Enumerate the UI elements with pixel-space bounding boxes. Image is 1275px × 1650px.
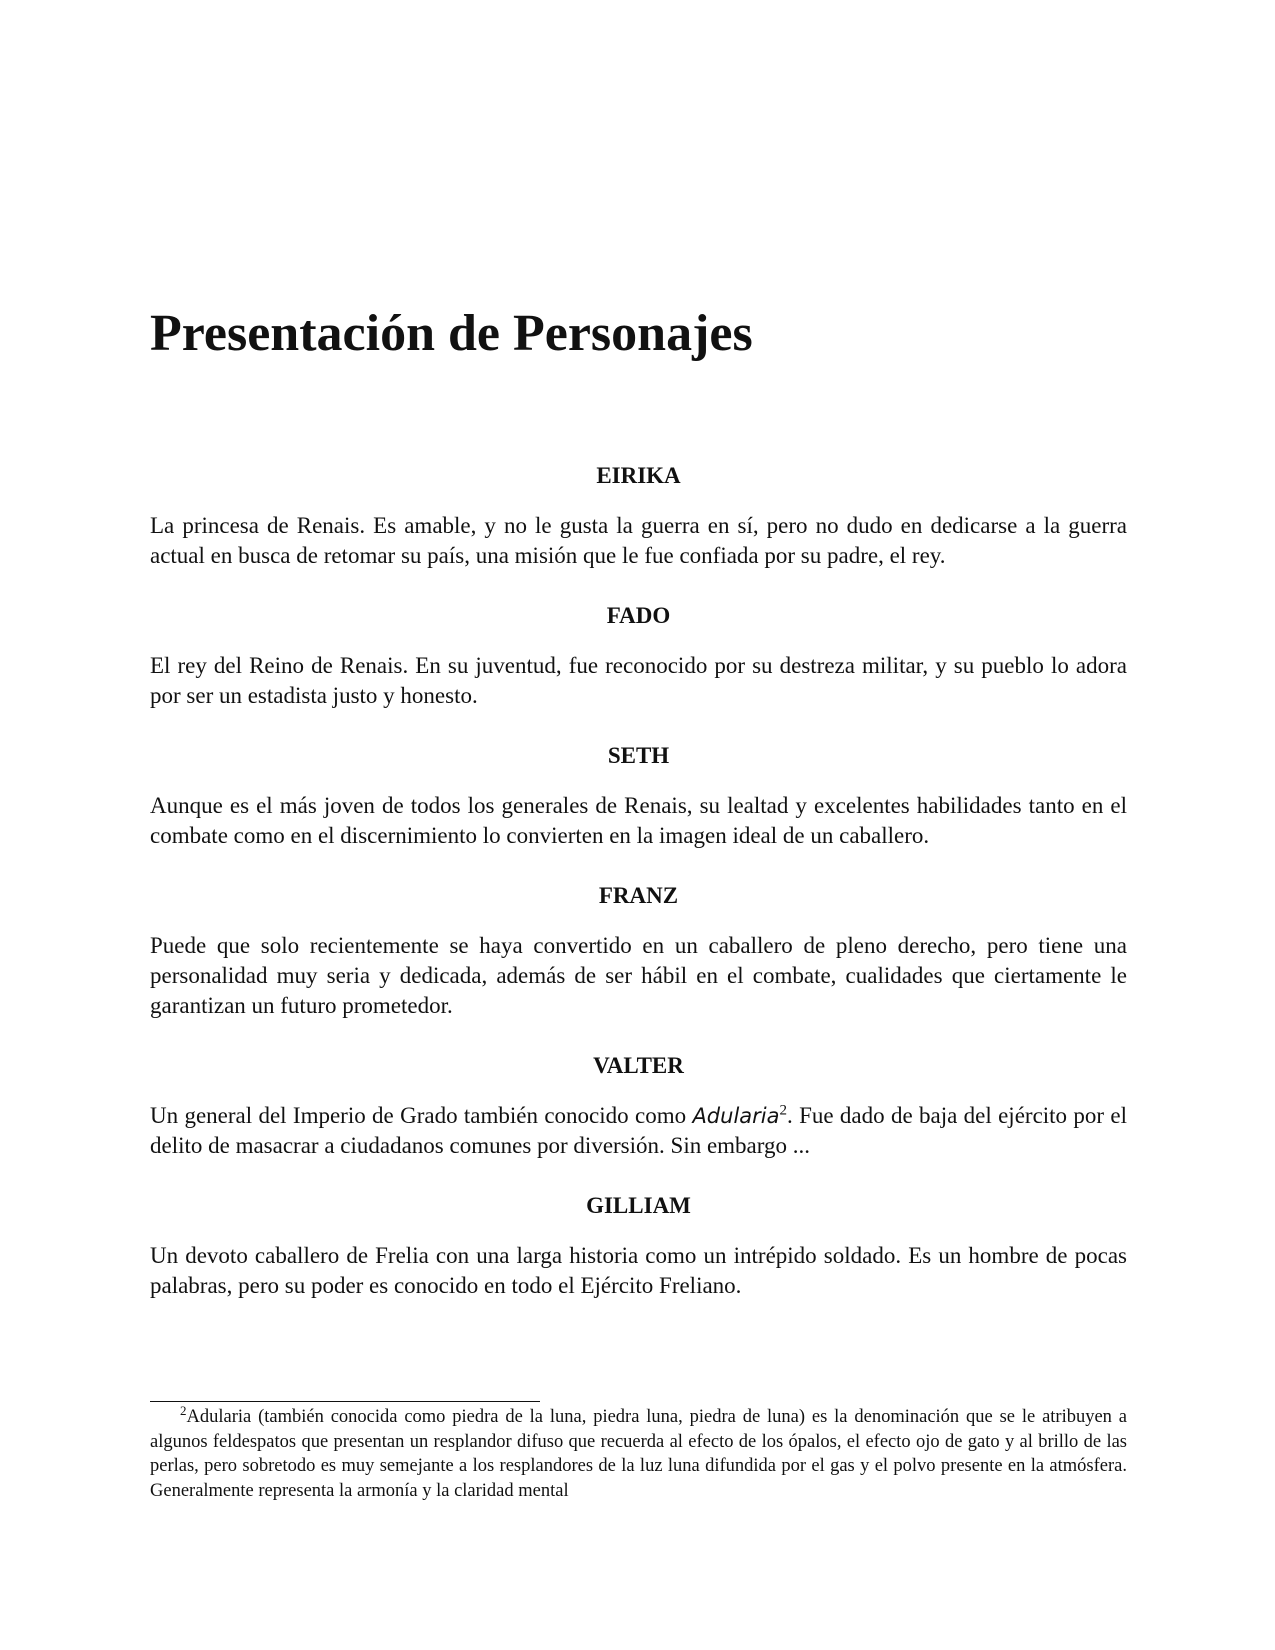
document-page	[150, 0, 1127, 1650]
footnote-reference: 2	[779, 1102, 787, 1119]
character-description: Puede que solo recientemente se haya convertido en un caballero de pleno derecho, pero tiene una personalidad muy seria y dedicada, además de ser hábil en el combate, cualidades que ciertamente le garantizan un futuro prometedor.	[150, 933, 1127, 1018]
description-text: Un general del Imperio de Grado también conocido como	[150, 1103, 693, 1128]
character-name: VALTER	[593, 1053, 684, 1078]
footnote-divider	[150, 1401, 540, 1402]
footnote-text: Adularia (también conocida como piedra de la luna, piedra luna, piedra de luna) es la denominación que se le atribuyen a algunos feldespatos que presentan un resplandor difuso que recuerda al efecto de los ópalos, el efecto ojo de gato y al brillo de las perlas, pero sobretodo es muy semejante a los resplandores de la luz luna difundida por el gas y el polvo presente en la atmósfera. Generalmente representa la armonía y la claridad mental	[150, 1407, 1127, 1501]
character-section-seth	[150, 741, 1127, 851]
character-description: Aunque es el más joven de todos los generales de Renais, su lealtad y excelentes habilidades tanto en el combate como en el discernimiento lo convierten en la imagen ideal de un caballero.	[150, 793, 1127, 848]
character-list	[150, 461, 1127, 1331]
footnote-marker: 2	[180, 1402, 187, 1418]
character-description	[150, 1101, 1127, 1161]
character-name: SETH	[607, 743, 670, 768]
character-name: GILLIAM	[586, 1193, 691, 1218]
character-name: FADO	[606, 603, 671, 628]
character-description: La princesa de Renais. Es amable, y no le gusta la guerra en sí, pero no dudo en dedicarse a la guerra actual en busca de retomar su país, una misión que le fue confiada por su padre, el rey.	[150, 513, 1127, 568]
character-section-franz	[150, 881, 1127, 1021]
character-description: Un devoto caballero de Frelia con una larga historia como un intrépido soldado. Es un hombre de pocas palabras, pero su poder es conocido en todo el Ejército Freliano.	[150, 1243, 1127, 1298]
footnote	[150, 1402, 1127, 1503]
character-section-eirika	[150, 461, 1127, 571]
character-description: El rey del Reino de Renais. En su juventud, fue reconocido por su destreza militar, y su pueblo lo adora por ser un estadista justo y honesto.	[150, 653, 1127, 708]
chapter-title: Presentación de Personajes	[150, 305, 753, 362]
character-name: FRANZ	[598, 883, 679, 908]
character-name: EIRIKA	[596, 463, 681, 488]
character-section-gilliam	[150, 1191, 1127, 1301]
character-section-fado	[150, 601, 1127, 711]
description-text: . Fue dado de baja del ejército por el delito de masacrar a ciudadanos comunes por diversión. Sin embargo ...	[150, 1103, 1127, 1158]
emphasized-term: Adularia	[692, 1104, 780, 1128]
character-section-valter	[150, 1051, 1127, 1161]
